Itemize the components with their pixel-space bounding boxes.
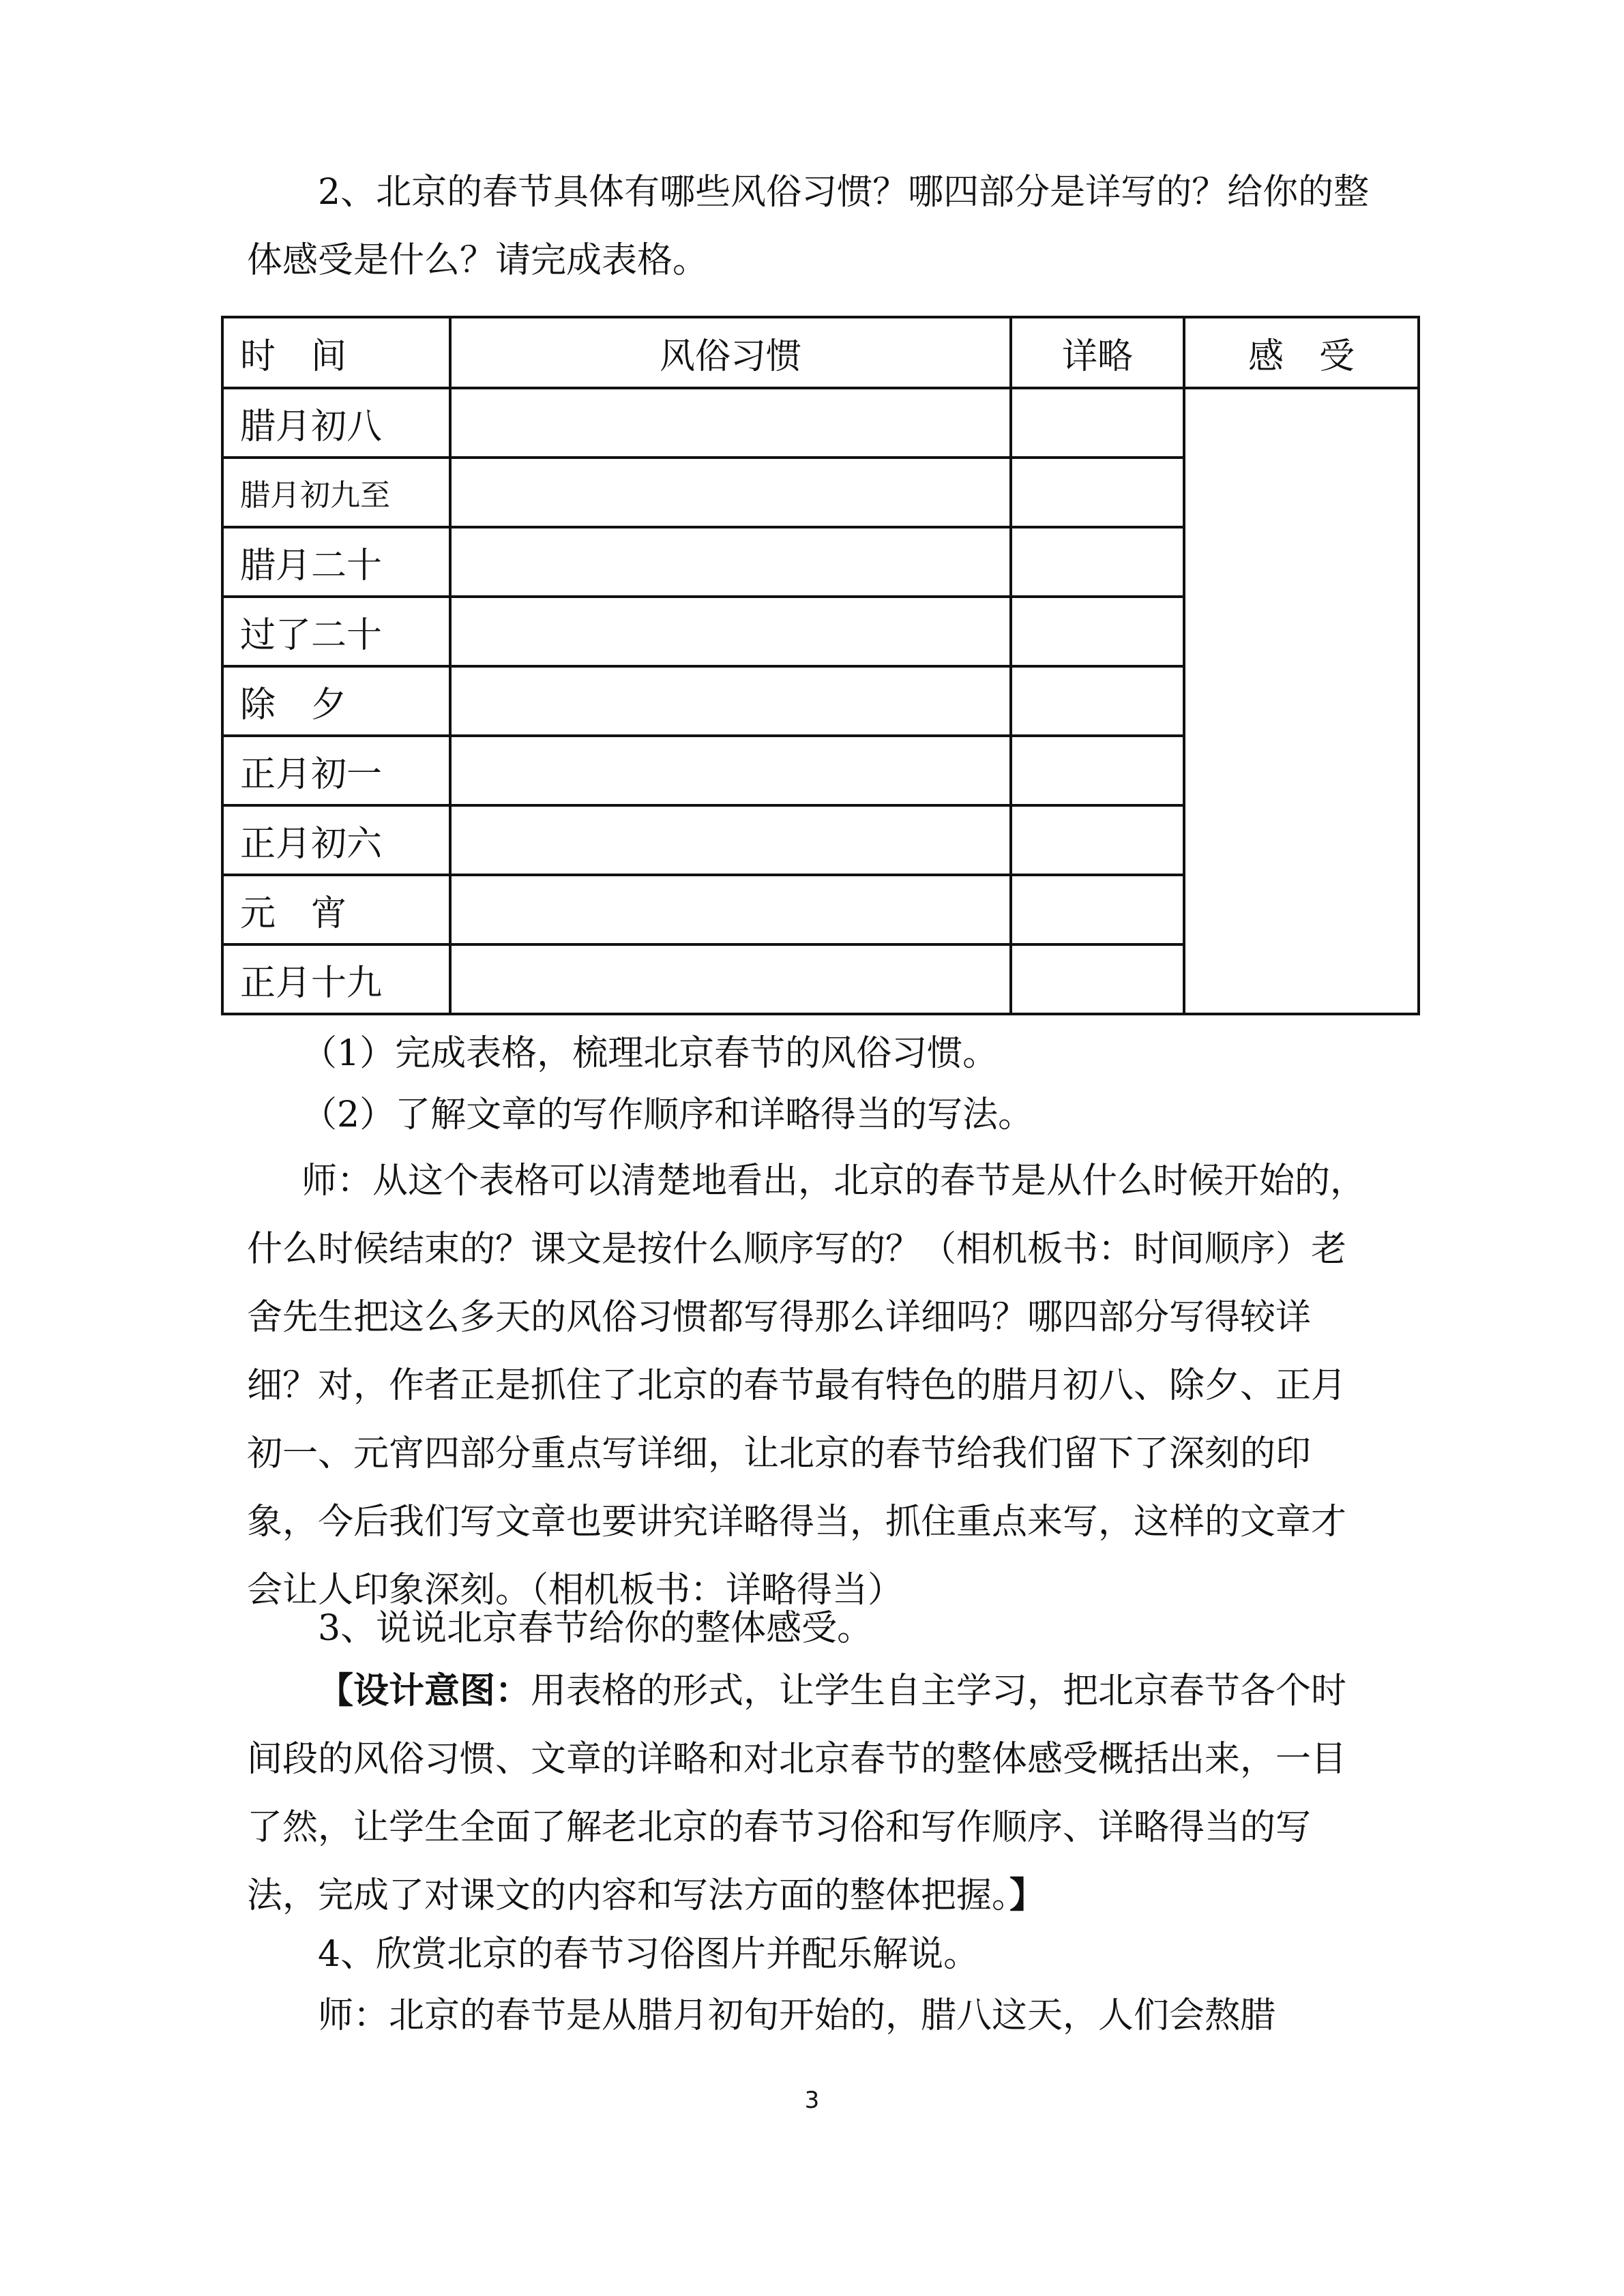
page-number: 3	[804, 2087, 820, 2114]
question-2: 2、北京的春节具体有哪些风俗习惯？哪四部分是详写的？给你的整体感受是什么？请完成表格。	[247, 172, 1370, 281]
question-4: 4、欣赏北京的春节习俗图片并配乐解说。	[318, 1934, 979, 1975]
row-time: 腊月初九至	[222, 458, 450, 527]
detail-cell[interactable]	[1011, 527, 1184, 597]
task-1: （1）完成表格，梳理北京春节的风俗习惯。	[301, 1033, 999, 1074]
header-time: 时 间	[222, 317, 450, 388]
teacher-paragraph-1: 师：从这个表格可以清楚地看出，北京的春节是从什么时候开始的，什么时候结束的？课文是按什么顺序写的？（相机板书：时间顺序）老舍先生把这么多天的风俗习惯都写得那么详细吗？哪四部分写得较详细？对，作者正是抓住了北京的春节最有特色的腊月初八、除夕、正月初一、元宵四部分重点写详细，让北京的春节给我们留下了深刻的印象，今后我们写文章也要讲究详略得当，抓住重点来写，这样的文章才会让人印象深刻。（相机板书：详略得当）	[247, 1161, 1366, 1611]
header-feeling: 感 受	[1184, 317, 1419, 388]
row-time: 正月初一	[222, 736, 450, 805]
detail-cell[interactable]	[1011, 388, 1184, 458]
detail-cell[interactable]	[1011, 875, 1184, 944]
customs-cell[interactable]	[450, 597, 1011, 666]
detail-cell[interactable]	[1011, 597, 1184, 666]
customs-cell[interactable]	[450, 527, 1011, 597]
row-time: 腊月初八	[222, 388, 450, 458]
header-detail: 详略	[1011, 317, 1184, 388]
row-time: 元 宵	[222, 875, 450, 944]
row-time: 正月初六	[222, 805, 450, 875]
question-3: 3、说说北京春节给你的整体感受。	[318, 1608, 873, 1649]
customs-cell[interactable]	[450, 805, 1011, 875]
design-intent-text: 用表格的形式，让学生自主学习，把北京春节各个时间段的风俗习惯、文章的详略和对北京春节的整体感受概括出来，一目了然，让学生全面了解老北京的春节习俗和写作顺序、详略得当的写法，完成了对课文的内容和写法方面的整体把握。	[247, 1671, 1347, 1916]
row-time: 正月十九	[222, 944, 450, 1014]
design-intent-label: 【设计意图：	[318, 1670, 531, 1712]
customs-cell[interactable]	[450, 736, 1011, 805]
customs-cell[interactable]	[450, 944, 1011, 1014]
table-header-row	[222, 317, 1419, 388]
teacher-paragraph-2: 师：北京的春节是从腊月初旬开始的，腊八这天，人们会熬腊	[318, 1995, 1276, 2036]
detail-cell[interactable]	[1011, 458, 1184, 527]
design-intent-close: 】	[1009, 1875, 1046, 1916]
customs-cell[interactable]	[450, 875, 1011, 944]
customs-table	[221, 316, 1420, 1015]
row-time: 腊月二十	[222, 527, 450, 597]
customs-cell[interactable]	[450, 458, 1011, 527]
detail-cell[interactable]	[1011, 944, 1184, 1014]
detail-cell[interactable]	[1011, 666, 1184, 736]
customs-cell[interactable]	[450, 666, 1011, 736]
row-time: 过了二十	[222, 597, 450, 666]
header-customs: 风俗习惯	[450, 317, 1011, 388]
table-row	[222, 388, 1419, 458]
feeling-cell[interactable]	[1184, 388, 1419, 1014]
detail-cell[interactable]	[1011, 805, 1184, 875]
design-intent	[247, 1657, 1372, 1930]
task-2: （2）了解文章的写作顺序和详略得当的写法。	[301, 1094, 1034, 1135]
row-time: 除 夕	[222, 666, 450, 736]
customs-cell[interactable]	[450, 388, 1011, 458]
detail-cell[interactable]	[1011, 736, 1184, 805]
